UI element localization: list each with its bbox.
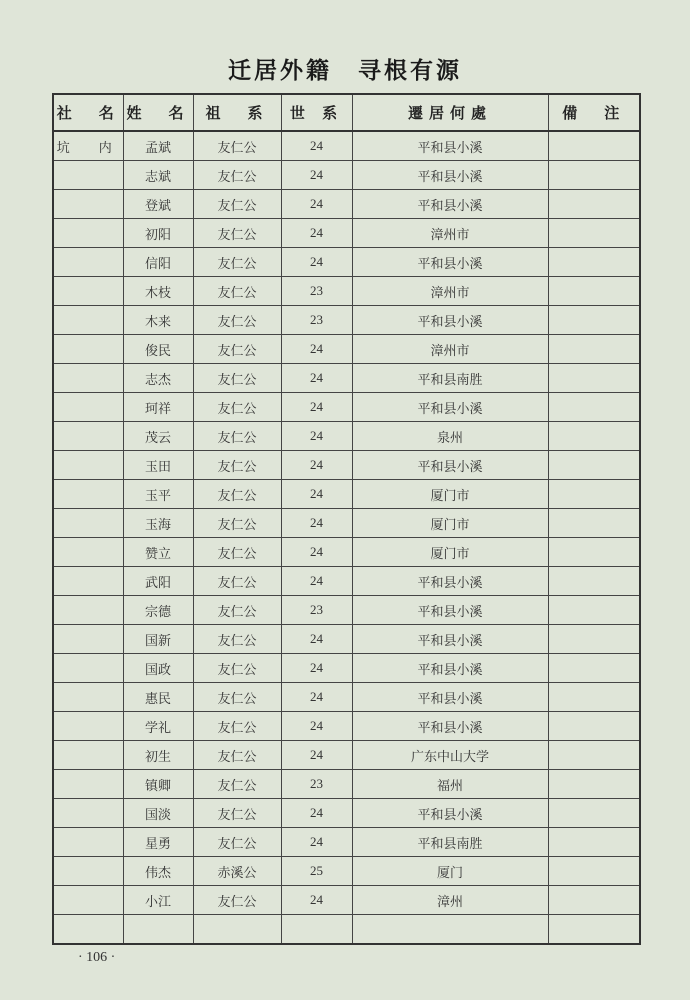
- cell-name: 武阳: [123, 567, 193, 596]
- table-row: [53, 451, 640, 480]
- cell-place: 平和县小溪: [352, 451, 548, 480]
- cell-place: 平和县小溪: [352, 161, 548, 190]
- cell-note: [548, 915, 640, 945]
- cell-she: [53, 857, 123, 886]
- header-place: 遷居何處: [352, 94, 548, 131]
- cell-name: 小江: [123, 886, 193, 915]
- migration-table: [52, 93, 641, 945]
- cell-note: [548, 277, 640, 306]
- cell-shi: 24: [281, 451, 352, 480]
- cell-name: 玉田: [123, 451, 193, 480]
- cell-note: [548, 567, 640, 596]
- cell-zu: 友仁公: [193, 886, 281, 915]
- cell-zu: 友仁公: [193, 335, 281, 364]
- cell-she: [53, 538, 123, 567]
- cell-name: 初阳: [123, 219, 193, 248]
- cell-name: 国新: [123, 625, 193, 654]
- cell-zu: 友仁公: [193, 596, 281, 625]
- cell-shi: 24: [281, 654, 352, 683]
- page-title: 迁居外籍 寻根有源: [228, 58, 462, 84]
- cell-name: 木来: [123, 306, 193, 335]
- cell-note: [548, 857, 640, 886]
- cell-shi: 24: [281, 335, 352, 364]
- table-row: [53, 393, 640, 422]
- cell-shi: 24: [281, 422, 352, 451]
- cell-note: [548, 625, 640, 654]
- cell-name: 镇卿: [123, 770, 193, 799]
- cell-note: [548, 364, 640, 393]
- table-row: [53, 480, 640, 509]
- cell-shi: 24: [281, 131, 352, 161]
- table-row: [53, 886, 640, 915]
- cell-zu: 友仁公: [193, 567, 281, 596]
- table-row: [53, 131, 640, 161]
- cell-name: 赞立: [123, 538, 193, 567]
- cell-shi: [281, 915, 352, 945]
- cell-name: [123, 915, 193, 945]
- table-row: [53, 161, 640, 190]
- header-she: 社 名: [53, 94, 123, 131]
- cell-she: [53, 915, 123, 945]
- cell-note: [548, 248, 640, 277]
- cell-zu: 友仁公: [193, 131, 281, 161]
- table-row: [53, 190, 640, 219]
- cell-she: [53, 190, 123, 219]
- cell-note: [548, 712, 640, 741]
- cell-note: [548, 480, 640, 509]
- cell-she: [53, 741, 123, 770]
- cell-she: [53, 277, 123, 306]
- cell-zu: 友仁公: [193, 741, 281, 770]
- table-row: [53, 509, 640, 538]
- cell-place: 漳州: [352, 886, 548, 915]
- cell-name: 志杰: [123, 364, 193, 393]
- table-body: [53, 131, 640, 944]
- cell-place: 漳州市: [352, 277, 548, 306]
- cell-shi: 24: [281, 393, 352, 422]
- cell-she: [53, 567, 123, 596]
- cell-she: [53, 306, 123, 335]
- table-row: [53, 654, 640, 683]
- cell-note: [548, 219, 640, 248]
- cell-she: [53, 480, 123, 509]
- cell-place: 泉州: [352, 422, 548, 451]
- cell-zu: 友仁公: [193, 712, 281, 741]
- cell-name: 国政: [123, 654, 193, 683]
- cell-place: 平和县小溪: [352, 131, 548, 161]
- table-row: [53, 799, 640, 828]
- cell-zu: 友仁公: [193, 770, 281, 799]
- cell-shi: 24: [281, 567, 352, 596]
- cell-place: 平和县小溪: [352, 393, 548, 422]
- cell-shi: 24: [281, 828, 352, 857]
- table-row: [53, 567, 640, 596]
- cell-place: 广东中山大学: [352, 741, 548, 770]
- cell-shi: 24: [281, 886, 352, 915]
- cell-zu: 赤溪公: [193, 857, 281, 886]
- cell-she: [53, 509, 123, 538]
- cell-zu: 友仁公: [193, 538, 281, 567]
- cell-place: 平和县小溪: [352, 567, 548, 596]
- table-row: [53, 741, 640, 770]
- cell-place: 厦门: [352, 857, 548, 886]
- cell-zu: 友仁公: [193, 364, 281, 393]
- cell-note: [548, 393, 640, 422]
- table-header-row: [53, 94, 640, 131]
- cell-note: [548, 828, 640, 857]
- table-row: [53, 306, 640, 335]
- cell-zu: 友仁公: [193, 654, 281, 683]
- cell-zu: 友仁公: [193, 509, 281, 538]
- table-row: [53, 277, 640, 306]
- cell-shi: 24: [281, 799, 352, 828]
- cell-name: 志斌: [123, 161, 193, 190]
- cell-she: [53, 770, 123, 799]
- cell-note: [548, 509, 640, 538]
- cell-note: [548, 683, 640, 712]
- cell-shi: 24: [281, 741, 352, 770]
- cell-shi: 23: [281, 596, 352, 625]
- cell-she: [53, 219, 123, 248]
- cell-shi: 24: [281, 538, 352, 567]
- cell-place: 平和县小溪: [352, 683, 548, 712]
- cell-note: [548, 161, 640, 190]
- cell-name: 伟杰: [123, 857, 193, 886]
- cell-note: [548, 335, 640, 364]
- cell-zu: 友仁公: [193, 248, 281, 277]
- cell-shi: 24: [281, 712, 352, 741]
- cell-shi: 24: [281, 364, 352, 393]
- cell-place: 平和县小溪: [352, 190, 548, 219]
- cell-zu: 友仁公: [193, 683, 281, 712]
- cell-place: 漳州市: [352, 219, 548, 248]
- table-row: [53, 335, 640, 364]
- table-row: [53, 625, 640, 654]
- table-row: [53, 683, 640, 712]
- table-row: [53, 712, 640, 741]
- cell-zu: 友仁公: [193, 422, 281, 451]
- cell-zu: 友仁公: [193, 161, 281, 190]
- cell-shi: 24: [281, 480, 352, 509]
- cell-she: [53, 451, 123, 480]
- cell-name: 信阳: [123, 248, 193, 277]
- table-row: [53, 857, 640, 886]
- cell-note: [548, 799, 640, 828]
- cell-note: [548, 886, 640, 915]
- cell-she: [53, 828, 123, 857]
- table-row: [53, 770, 640, 799]
- table-row: [53, 538, 640, 567]
- cell-she: [53, 596, 123, 625]
- cell-zu: 友仁公: [193, 306, 281, 335]
- cell-shi: 24: [281, 683, 352, 712]
- table-row: [53, 248, 640, 277]
- cell-name: 珂祥: [123, 393, 193, 422]
- table-row: [53, 828, 640, 857]
- cell-note: [548, 596, 640, 625]
- page-number: · 106 ·: [78, 950, 116, 965]
- cell-she: 坑 内: [53, 131, 123, 161]
- cell-note: [548, 654, 640, 683]
- cell-zu: 友仁公: [193, 277, 281, 306]
- table-row: [53, 219, 640, 248]
- cell-name: 惠民: [123, 683, 193, 712]
- cell-zu: 友仁公: [193, 190, 281, 219]
- cell-shi: 24: [281, 625, 352, 654]
- cell-name: 宗德: [123, 596, 193, 625]
- cell-name: 星勇: [123, 828, 193, 857]
- cell-she: [53, 654, 123, 683]
- cell-she: [53, 712, 123, 741]
- cell-name: 国淡: [123, 799, 193, 828]
- cell-shi: 23: [281, 306, 352, 335]
- cell-place: 平和县小溪: [352, 799, 548, 828]
- header-name: 姓 名: [123, 94, 193, 131]
- cell-note: [548, 131, 640, 161]
- cell-shi: 24: [281, 190, 352, 219]
- cell-note: [548, 770, 640, 799]
- table-row: [53, 915, 640, 945]
- cell-she: [53, 393, 123, 422]
- table-row: [53, 596, 640, 625]
- cell-place: 平和县小溪: [352, 596, 548, 625]
- cell-shi: 23: [281, 277, 352, 306]
- cell-place: 平和县南胜: [352, 828, 548, 857]
- cell-name: 学礼: [123, 712, 193, 741]
- cell-name: 玉平: [123, 480, 193, 509]
- cell-note: [548, 451, 640, 480]
- table-row: [53, 422, 640, 451]
- cell-note: [548, 306, 640, 335]
- cell-zu: 友仁公: [193, 625, 281, 654]
- cell-place: 平和县小溪: [352, 306, 548, 335]
- cell-name: 木枝: [123, 277, 193, 306]
- cell-zu: 友仁公: [193, 480, 281, 509]
- cell-name: 初生: [123, 741, 193, 770]
- cell-shi: 24: [281, 219, 352, 248]
- cell-she: [53, 422, 123, 451]
- cell-shi: 24: [281, 161, 352, 190]
- cell-place: 平和县小溪: [352, 654, 548, 683]
- cell-she: [53, 161, 123, 190]
- cell-place: 平和县小溪: [352, 248, 548, 277]
- cell-place: 平和县小溪: [352, 712, 548, 741]
- cell-note: [548, 190, 640, 219]
- cell-note: [548, 538, 640, 567]
- header-zu: 祖 系: [193, 94, 281, 131]
- cell-note: [548, 422, 640, 451]
- cell-she: [53, 364, 123, 393]
- cell-she: [53, 799, 123, 828]
- cell-place: [352, 915, 548, 945]
- cell-zu: 友仁公: [193, 393, 281, 422]
- cell-zu: 友仁公: [193, 799, 281, 828]
- cell-place: 平和县小溪: [352, 625, 548, 654]
- table-row: [53, 364, 640, 393]
- cell-she: [53, 335, 123, 364]
- cell-place: 厦门市: [352, 509, 548, 538]
- cell-zu: 友仁公: [193, 451, 281, 480]
- cell-place: 平和县南胜: [352, 364, 548, 393]
- header-shi: 世 系: [281, 94, 352, 131]
- cell-name: 登斌: [123, 190, 193, 219]
- cell-note: [548, 741, 640, 770]
- cell-she: [53, 248, 123, 277]
- cell-she: [53, 625, 123, 654]
- cell-zu: 友仁公: [193, 219, 281, 248]
- cell-zu: 友仁公: [193, 828, 281, 857]
- cell-place: 厦门市: [352, 480, 548, 509]
- cell-zu: [193, 915, 281, 945]
- cell-place: 漳州市: [352, 335, 548, 364]
- cell-shi: 23: [281, 770, 352, 799]
- header-note: 備 注: [548, 94, 640, 131]
- cell-she: [53, 683, 123, 712]
- cell-shi: 24: [281, 509, 352, 538]
- cell-place: 厦门市: [352, 538, 548, 567]
- cell-name: 孟斌: [123, 131, 193, 161]
- cell-shi: 24: [281, 248, 352, 277]
- cell-place: 福州: [352, 770, 548, 799]
- cell-she: [53, 886, 123, 915]
- cell-shi: 25: [281, 857, 352, 886]
- cell-name: 茂云: [123, 422, 193, 451]
- cell-name: 玉海: [123, 509, 193, 538]
- cell-name: 俊民: [123, 335, 193, 364]
